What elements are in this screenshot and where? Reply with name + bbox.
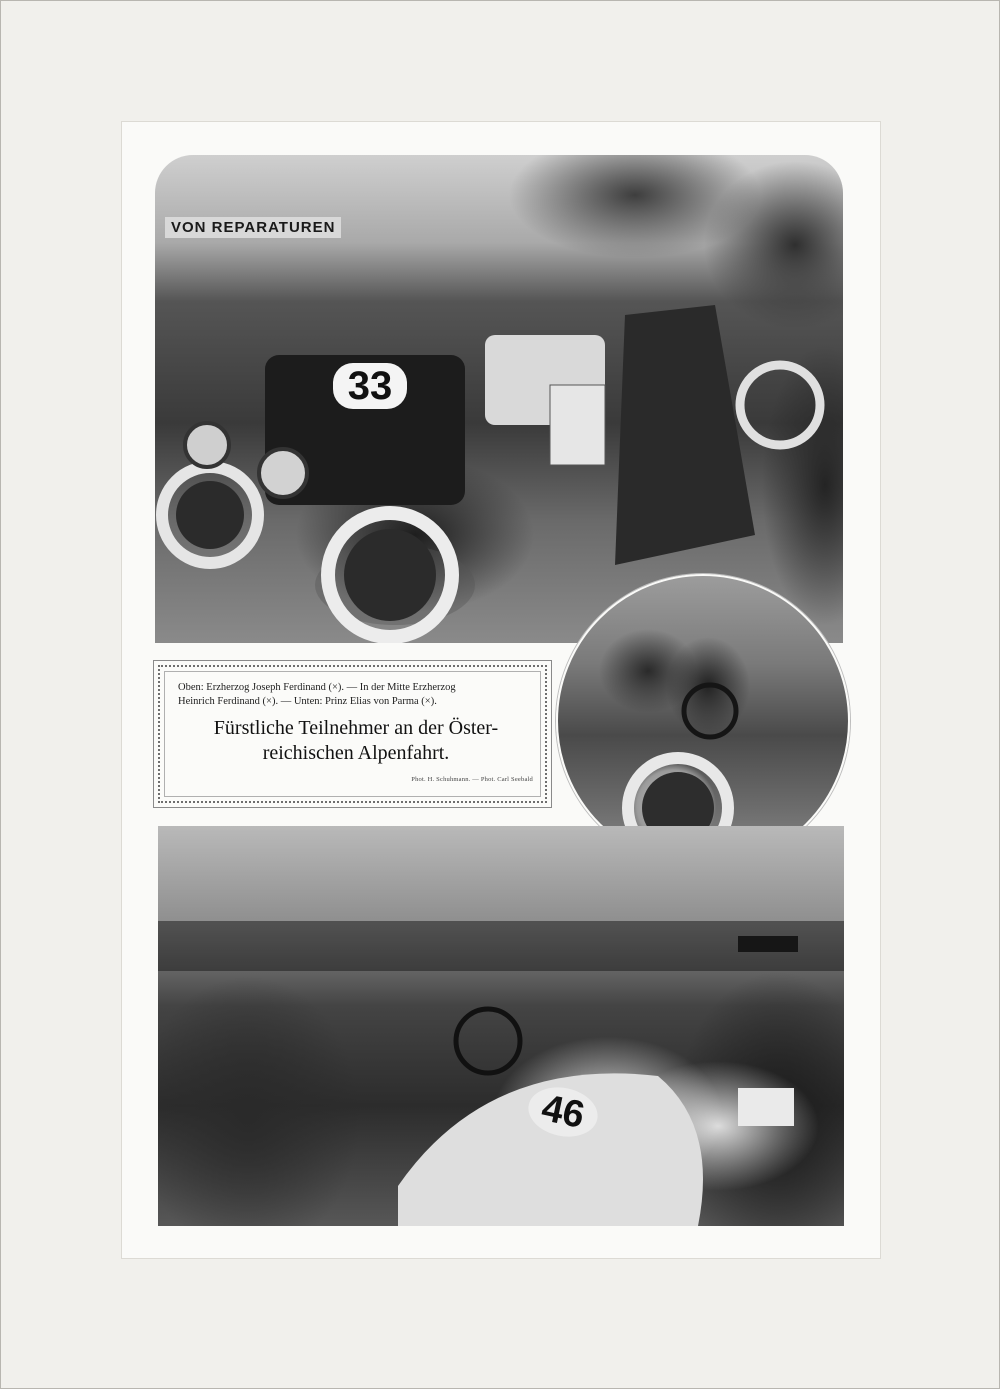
caption-title-line-1: Fürstliche Teilnehmer an der Öster- xyxy=(213,717,499,739)
caption-line-2: Heinrich Ferdinand (×). — Unten: Prinz Elias von Parma (×). xyxy=(178,696,437,707)
steering-wheel-illustration xyxy=(558,576,848,866)
photo-credit: Phot. H. Schuhmann. — Phot. Carl Seebald xyxy=(411,776,533,783)
caption-title xyxy=(176,716,536,766)
car-number-33: 33 xyxy=(333,363,407,409)
workshop-sign-text: VON REPARATUREN xyxy=(165,217,341,238)
caption-line-1: Oben: Erzherzog Joseph Ferdinand (×). — In der Mitte Erzherzog xyxy=(178,682,456,693)
caption-description xyxy=(178,681,528,709)
bottom-photograph xyxy=(158,826,844,1226)
racing-car-illustration xyxy=(155,155,843,643)
top-photograph xyxy=(155,155,843,643)
caption-title-line-2: reichischen Alpenfahrt. xyxy=(262,742,450,764)
caption-frame xyxy=(153,660,552,808)
middle-round-photograph xyxy=(556,574,850,868)
car-number-46: 46 xyxy=(524,1081,602,1143)
crowd-and-car-illustration xyxy=(158,826,844,1226)
